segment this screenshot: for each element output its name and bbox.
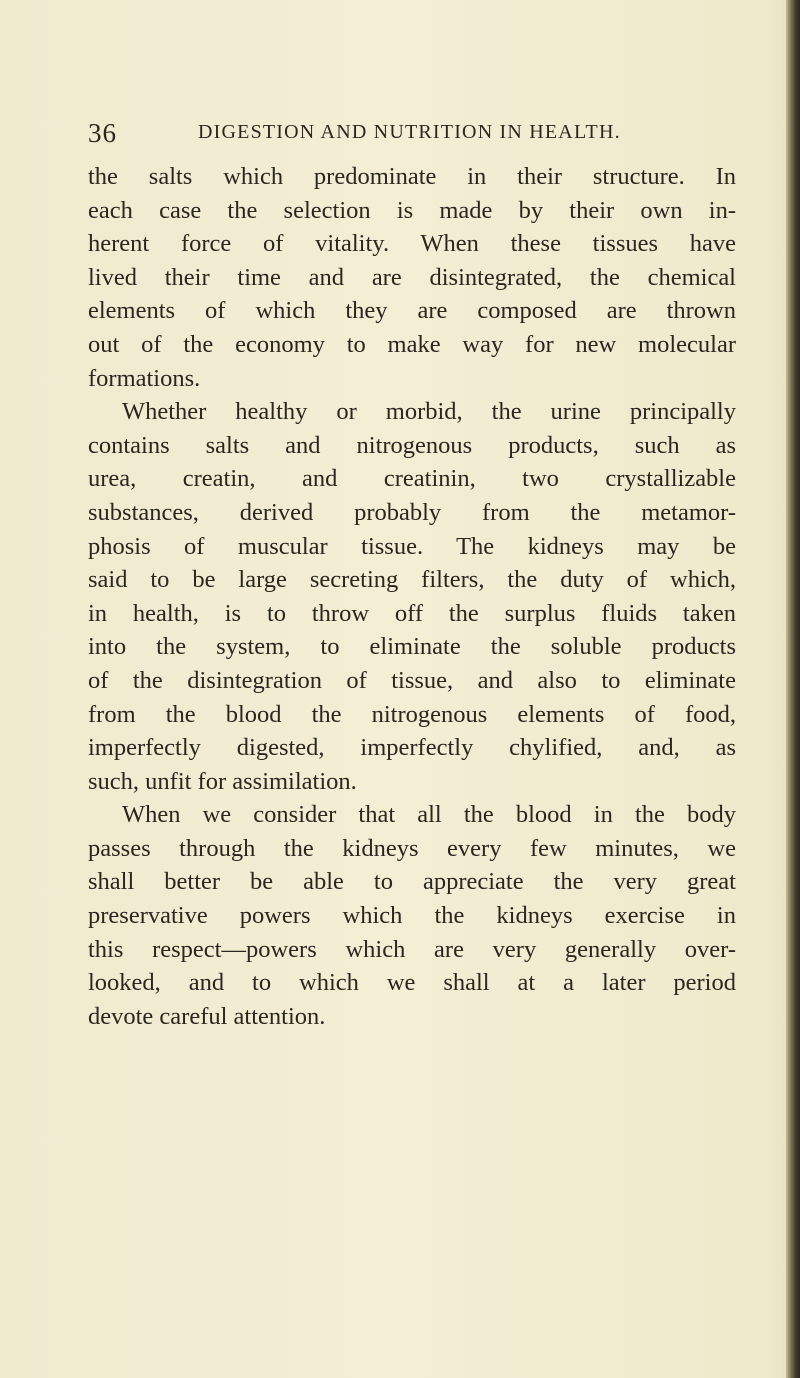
text-line: this respect—powers which are very generally over-: [88, 935, 736, 963]
text-line: imperfectly digested, imperfectly chylified, and, as: [88, 734, 736, 762]
running-head: DIGESTION AND NUTRITION IN HEALTH.: [198, 121, 621, 143]
text-line: elements of which they are composed are thrown: [88, 297, 736, 325]
paragraph-3: [88, 798, 736, 1033]
paragraph-1: [88, 160, 736, 395]
text-line: preservative powers which the kidneys exercise in: [88, 902, 736, 930]
text-line: substances, derived probably from the metamor-: [88, 498, 736, 526]
page-header: [88, 118, 728, 148]
text-line: passes through the kidneys every few minutes, we: [88, 834, 736, 862]
text-line: shall better be able to appreciate the very great: [88, 868, 736, 896]
text-line: the salts which predominate in their structure. In: [88, 163, 736, 190]
text-line: out of the economy to make way for new molecular: [88, 330, 736, 358]
text-line: formations.: [88, 364, 201, 392]
text-line: contains salts and nitrogenous products, such as: [88, 431, 736, 459]
text-line: devote careful attention.: [88, 1002, 326, 1030]
text-line: urea, creatin, and creatinin, two crystallizable: [88, 465, 736, 493]
text-line: such, unfit for assimilation.: [88, 767, 357, 795]
text-line: from the blood the nitrogenous elements of food,: [88, 700, 736, 728]
text-line: When we consider that all the blood in the body: [122, 801, 736, 829]
text-line: Whether healthy or morbid, the urine principally: [122, 398, 736, 426]
text-line: into the system, to eliminate the soluble products: [88, 633, 736, 661]
body-text: [88, 160, 736, 1033]
text-line: each case the selection is made by their own in-: [88, 196, 736, 224]
paragraph-2: [88, 395, 736, 798]
binding-edge: [786, 0, 800, 1378]
text-line: lived their time and are disintegrated, the chemical: [88, 263, 736, 291]
text-line: in health, is to throw off the surplus fluids taken: [88, 599, 736, 627]
text-line: herent force of vitality. When these tissues have: [88, 230, 736, 258]
text-line: of the disintegration of tissue, and also to eliminate: [88, 666, 736, 694]
text-line: phosis of muscular tissue. The kidneys may be: [88, 532, 736, 560]
text-line: looked, and to which we shall at a later period: [88, 969, 736, 997]
text-line: said to be large secreting filters, the duty of which,: [88, 566, 736, 594]
page-number: 36: [88, 118, 117, 148]
